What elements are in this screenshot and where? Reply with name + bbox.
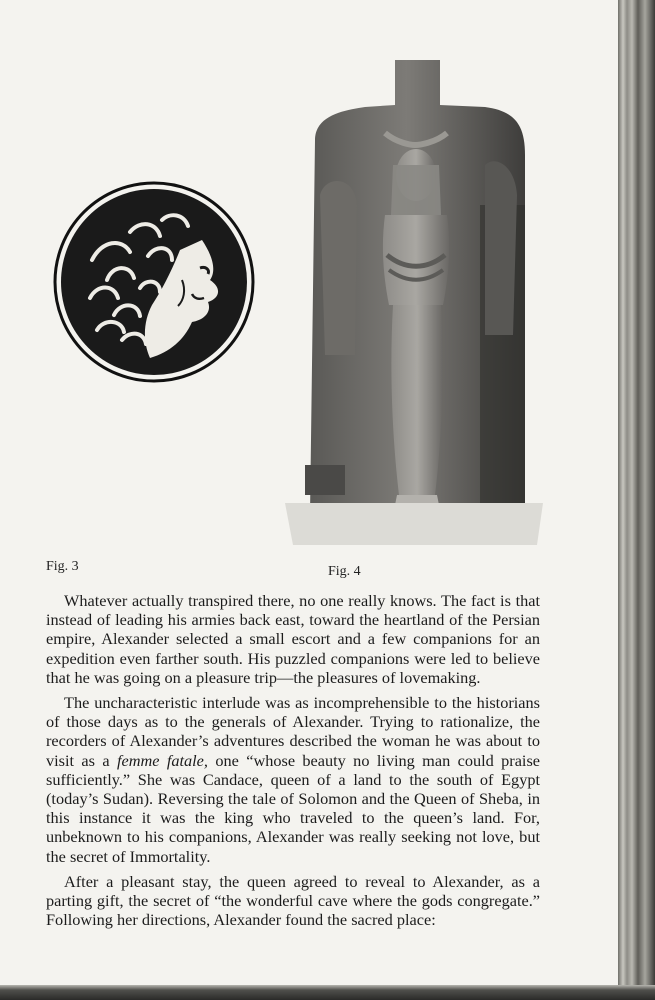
paragraph-2 — [46, 693, 540, 866]
paragraph-2-end: one “whose beauty no living man could praise sufficiently.” She was Candace, queen of a land to the south of Egypt (today’s Sudan). Reversing the tale of Solomon and the Queen of Sheba, in this instance it was the king who traveled to the queen’s land. For, unbeknown to his companions, Alexander was really seeking not love, but the secret of Immortality. — [46, 750, 541, 866]
paragraph-2-emphasis: femme fatale, — [116, 750, 208, 770]
coin-illustration — [52, 180, 257, 389]
book-page-edges — [618, 0, 655, 1000]
paragraph-2-start: The uncharacteristic interlude was as incomprehensible to the historians of those days as to the generals of Alexander. Trying to rationalize, the recorders of Alexander’s adventures described the woman he was about to visit as a — [46, 693, 540, 770]
paragraph-1: Whatever actually transpired there, no one really knows. The fact is that instead of leading his armies back east, toward the heartland of the Persian empire, Alexander selected a small escort and a few companions for an expedition even farther south. His puzzled companions were led to believe that he was going on a pleasure trip—the pleasures of lovemaking. — [46, 591, 540, 687]
body-text — [46, 591, 540, 929]
fig-3-caption: Fig. 3 — [46, 559, 79, 574]
fig-4-caption: Fig. 4 — [328, 564, 361, 579]
paragraph-3: After a pleasant stay, the queen agreed to reveal to Alexander, as a parting gift, the secret of “the wonderful cave where the gods congregate.” Following her directions, Alexander found the sacred place: — [46, 871, 540, 930]
book-bottom-edge — [0, 985, 655, 1000]
statue-photograph — [285, 55, 543, 549]
